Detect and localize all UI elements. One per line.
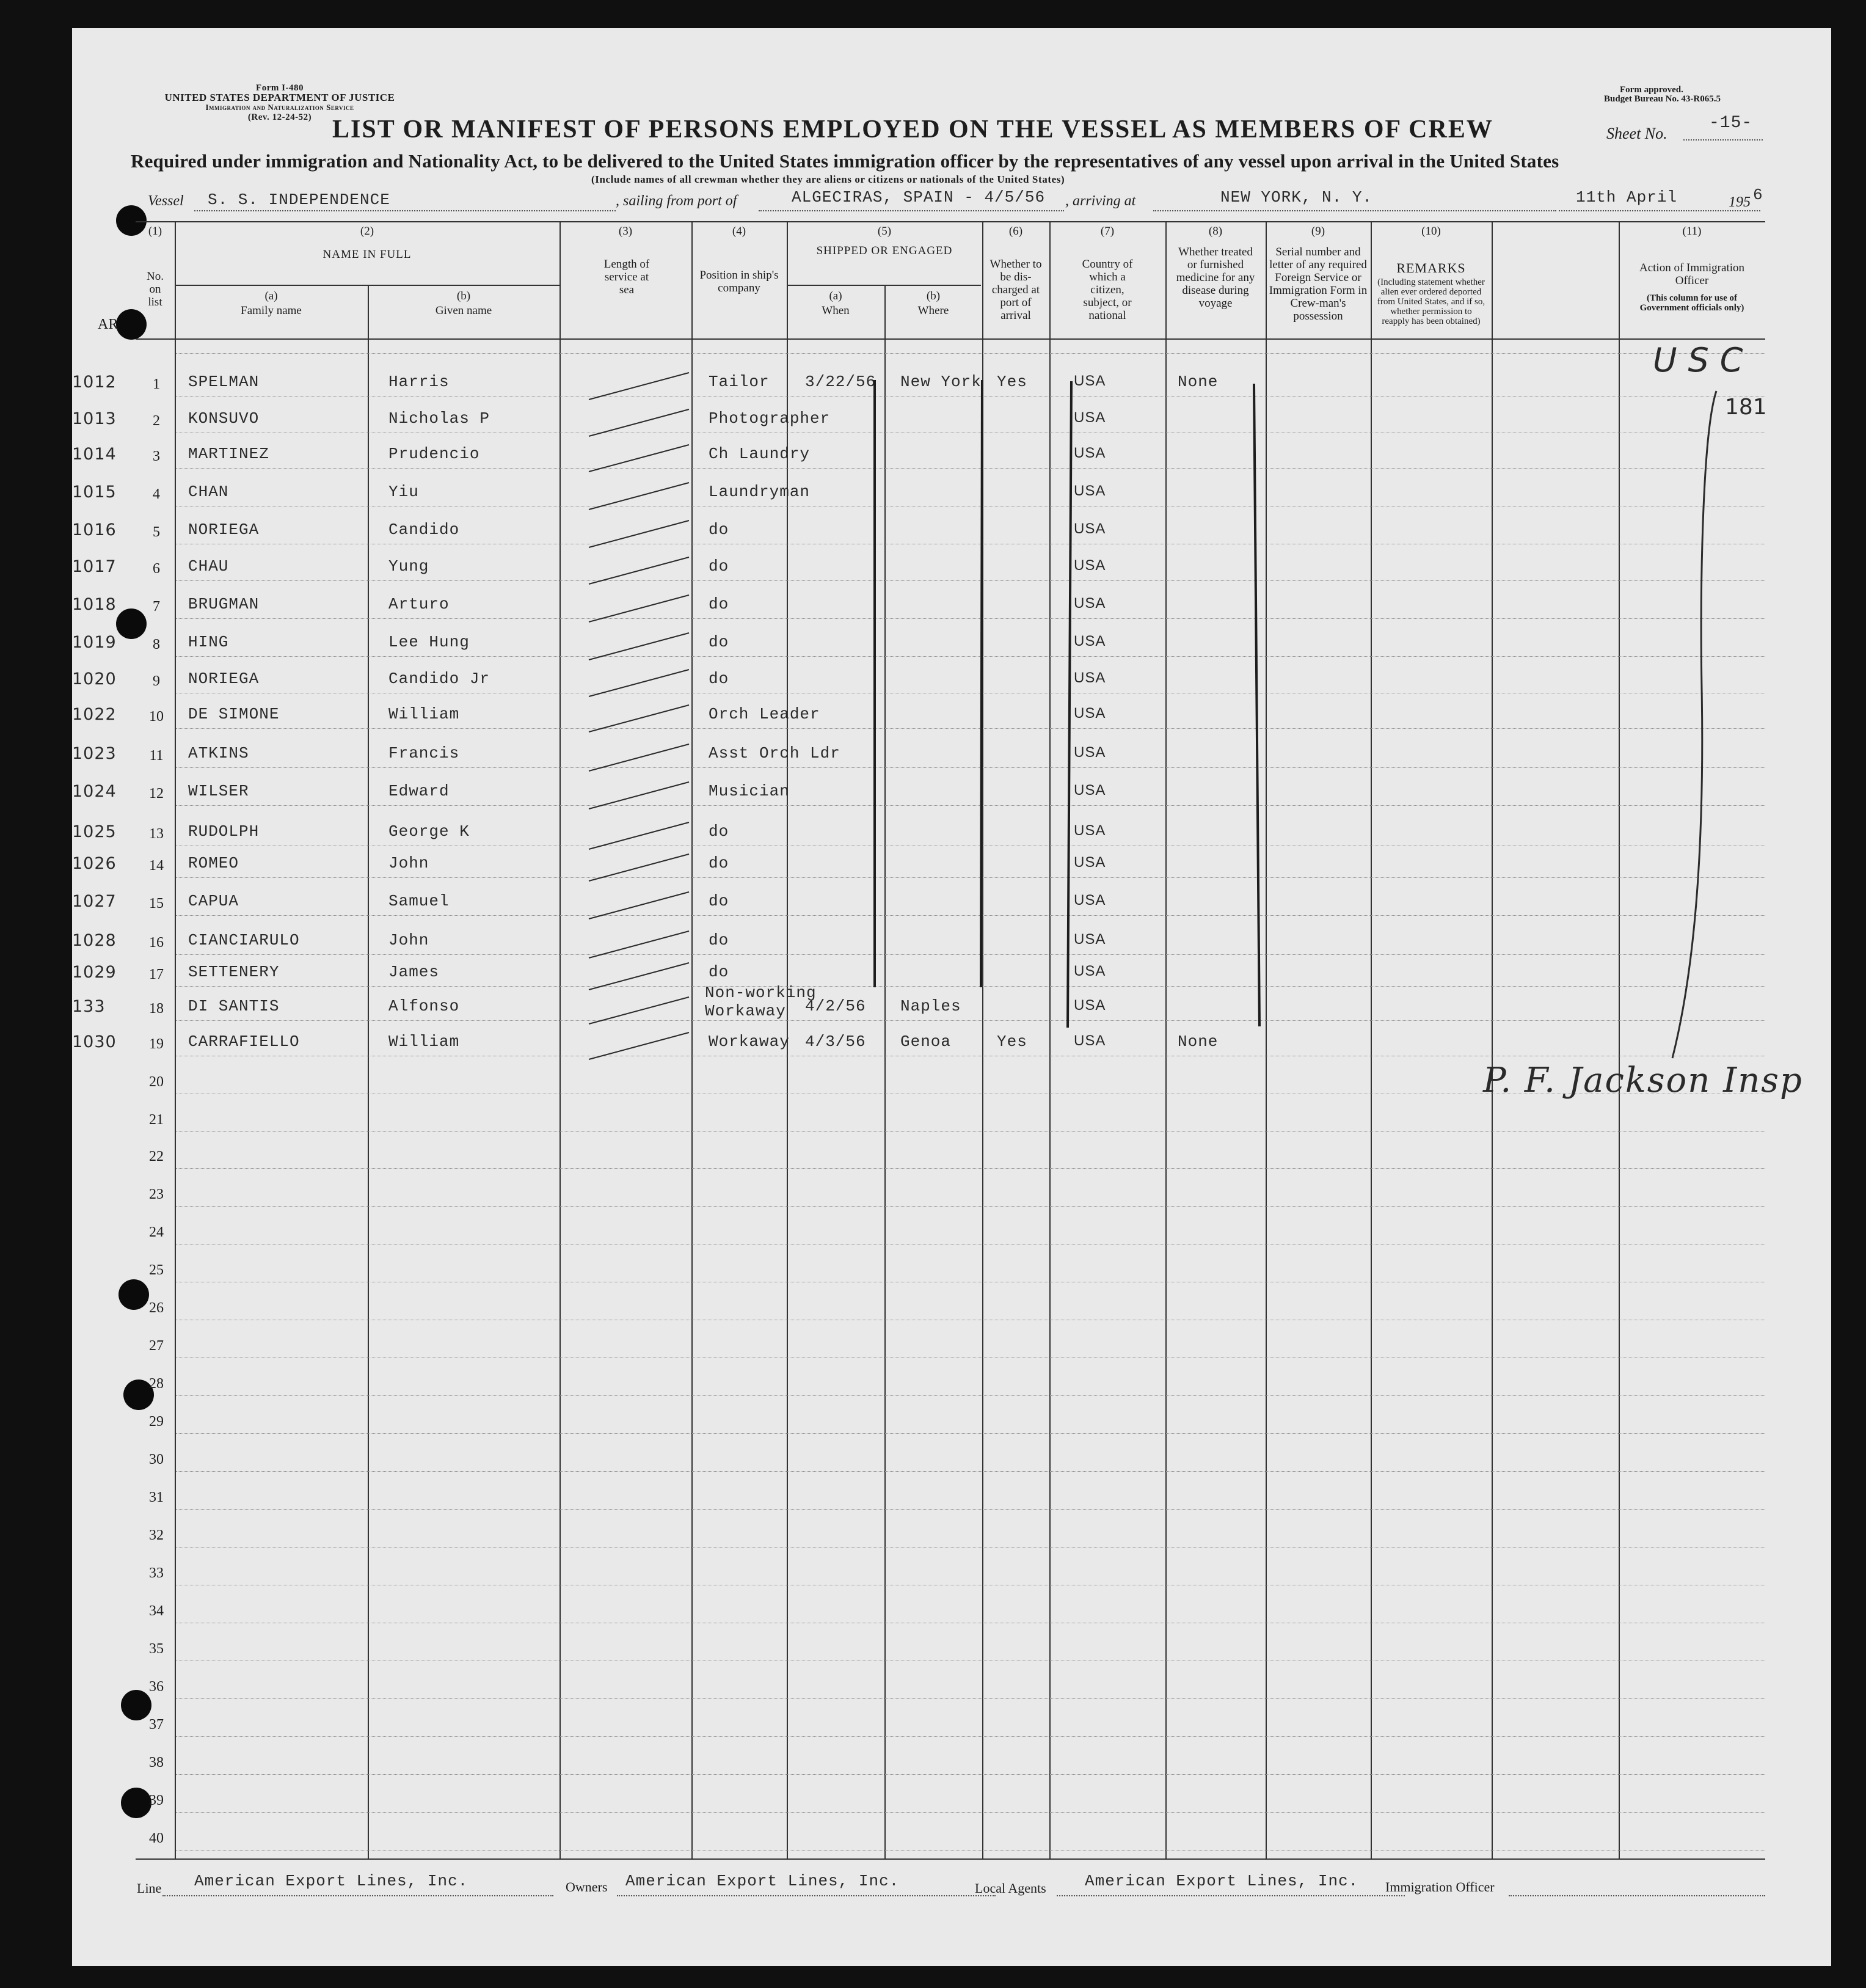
margin-id: 1026	[72, 854, 117, 873]
sailing-label: , sailing from port of	[616, 193, 737, 209]
country: USA	[1074, 963, 1106, 979]
given-name: Edward	[388, 782, 450, 800]
ditto-line-medicine	[1254, 384, 1259, 1026]
col2a-header: Family name	[241, 304, 302, 317]
position: do	[709, 595, 729, 613]
col11-detail: (This column for use of Government officials only)	[1639, 293, 1744, 313]
col7-number: (7)	[1100, 225, 1115, 238]
ditto-line-where	[981, 380, 982, 987]
position: Non-working	[705, 984, 817, 1002]
given-name: Yiu	[388, 483, 419, 501]
service-tick	[589, 931, 689, 958]
row-number: 1	[153, 376, 160, 392]
col9-number: (9)	[1311, 225, 1325, 238]
col5-number: (5)	[877, 225, 892, 238]
col1-number: (1)	[148, 225, 162, 238]
family-name: SPELMAN	[188, 373, 260, 391]
country: USA	[1074, 595, 1106, 612]
row-number: 25	[149, 1262, 164, 1278]
country: USA	[1074, 483, 1106, 499]
position: Workaway	[709, 1032, 790, 1051]
row-number: 40	[149, 1830, 164, 1846]
service-tick	[589, 854, 689, 881]
row-number: 36	[149, 1679, 164, 1695]
col2-number: (2)	[360, 225, 374, 238]
position: Ch Laundry	[709, 445, 811, 463]
given-name: Alfonso	[388, 997, 460, 1015]
given-name: John	[388, 854, 429, 872]
col4-number: (4)	[732, 225, 746, 238]
row-number: 15	[149, 896, 164, 912]
service-tick	[589, 782, 689, 809]
col2b-number: (b)	[456, 290, 471, 302]
position-line2: Workaway	[705, 1002, 786, 1020]
pen-marks	[72, 28, 1831, 1966]
row-number: 27	[149, 1338, 164, 1354]
position: do	[709, 931, 729, 949]
country: USA	[1074, 521, 1106, 537]
medicine: None	[1178, 1032, 1219, 1051]
row-number: 2	[153, 413, 160, 429]
row-number: 16	[149, 935, 164, 951]
given-name: Yung	[388, 557, 429, 576]
col10-detail: (Including statement whether alien ever ordered deported from United States, and if so, whether permission to reapply has been obtained)	[1377, 277, 1485, 326]
manifest-page	[72, 28, 1831, 1966]
row-number: 33	[149, 1565, 164, 1581]
row-number: 9	[153, 673, 160, 689]
service-tick	[589, 997, 689, 1024]
col11-number: (11)	[1682, 225, 1702, 238]
department: UNITED STATES DEPARTMENT OF JUSTICE	[164, 92, 395, 103]
margin-header: AR	[98, 316, 118, 332]
family-name: DI SANTIS	[188, 997, 280, 1015]
discharged: Yes	[997, 1032, 1027, 1051]
country: USA	[1074, 373, 1106, 389]
row-number: 23	[149, 1186, 164, 1202]
margin-id: 1019	[72, 633, 117, 652]
family-name: BRUGMAN	[188, 595, 260, 613]
given-name: Lee Hung	[388, 633, 470, 651]
col8-header: Whether treated or furnished medicine for any disease during voyage	[1176, 246, 1255, 310]
col10-number: (10)	[1421, 225, 1441, 238]
shipped-when: 3/22/56	[805, 373, 877, 391]
service-tick	[589, 595, 689, 622]
given-name: James	[388, 963, 440, 981]
country: USA	[1074, 705, 1106, 722]
form-number: Form I-480	[256, 83, 304, 93]
family-name: MARTINEZ	[188, 445, 269, 463]
revision: (Rev. 12-24-52)	[247, 112, 312, 122]
given-name: Francis	[388, 744, 460, 762]
service-tick	[589, 557, 689, 584]
shipped-when: 4/3/56	[805, 1032, 866, 1051]
row-number: 35	[149, 1641, 164, 1657]
row-number: 3	[153, 448, 160, 464]
position: do	[709, 521, 729, 539]
page-title: LIST OR MANIFEST OF PERSONS EMPLOYED ON THE VESSEL AS MEMBERS OF CREW	[332, 115, 1493, 144]
service-tick	[589, 373, 689, 400]
position: Asst Orch Ldr	[709, 744, 840, 762]
position: Musician	[709, 782, 790, 800]
service-length-ticks	[589, 373, 689, 1059]
col11-header: Action of Immigration Officer	[1639, 261, 1745, 287]
col3-header: Length of service at sea	[603, 258, 650, 296]
budget-bureau: Budget Bureau No. 43-R065.5	[1604, 94, 1721, 104]
arriving-at: NEW YORK, N. Y.	[1220, 188, 1373, 206]
officer-action: USC	[1653, 341, 1754, 379]
owners-value: American Export Lines, Inc.	[625, 1872, 900, 1890]
row-number: 22	[149, 1149, 164, 1164]
row-number: 6	[153, 561, 160, 577]
row-number: 20	[149, 1074, 164, 1090]
position: do	[709, 854, 729, 872]
col5b-number: (b)	[926, 290, 941, 302]
col9-header: Serial number and letter of any required Foreign Service or Immigration Form in Crew-man's possession	[1269, 246, 1368, 323]
given-name: Candido	[388, 521, 460, 539]
given-name: Prudencio	[388, 445, 480, 463]
officer-label: Immigration Officer	[1385, 1879, 1495, 1895]
row-number: 24	[149, 1224, 164, 1240]
service-tick	[589, 705, 689, 732]
margin-id: 1025	[72, 822, 117, 841]
family-name: ROMEO	[188, 854, 239, 872]
service-tick	[589, 963, 689, 990]
given-name: Nicholas P	[388, 409, 490, 428]
position: do	[709, 557, 729, 576]
agents-value: American Export Lines, Inc.	[1085, 1872, 1359, 1890]
family-name: DE SIMONE	[188, 705, 280, 723]
position: Orch Leader	[709, 705, 820, 723]
row-number: 26	[149, 1300, 164, 1316]
col7-header: Country of which a citizen, subject, or national	[1082, 258, 1133, 322]
position: do	[709, 822, 729, 841]
family-name: SETTENERY	[188, 963, 280, 981]
owners-field-line	[617, 1895, 996, 1896]
country: USA	[1074, 445, 1106, 461]
row-number: 7	[153, 599, 160, 615]
row-number: 21	[149, 1112, 164, 1128]
family-name: CHAU	[188, 557, 229, 576]
col6-number: (6)	[1008, 225, 1023, 238]
given-name: Samuel	[388, 892, 450, 910]
row-number: 11	[149, 748, 164, 764]
family-name: HING	[188, 633, 229, 651]
margin-id: 1012	[72, 373, 117, 392]
row-number: 32	[149, 1527, 164, 1543]
discharged: Yes	[997, 373, 1027, 391]
col10-header: REMARKS	[1396, 260, 1466, 276]
country: USA	[1074, 892, 1106, 908]
col5-header: SHIPPED OR ENGAGED	[816, 244, 953, 257]
row-number: 37	[149, 1717, 164, 1733]
col2b-header: Given name	[435, 304, 492, 317]
row-number: 14	[149, 858, 164, 874]
country: USA	[1074, 409, 1106, 426]
page-note: (Include names of all crewman whether they are aliens or citizens or nationals of the United States)	[591, 174, 1065, 185]
country: USA	[1074, 997, 1106, 1014]
family-name: CAPUA	[188, 892, 239, 910]
year-suffix: 6	[1753, 186, 1763, 204]
country: USA	[1074, 854, 1106, 871]
row-number: 29	[149, 1414, 164, 1430]
family-name: KONSUVO	[188, 409, 260, 428]
line-value: American Export Lines, Inc.	[194, 1872, 468, 1890]
ditto-lines	[875, 380, 1259, 1028]
family-name: RUDOLPH	[188, 822, 260, 841]
col4-header: Position in ship's company	[699, 269, 779, 294]
agents-label: Local Agents	[975, 1880, 1046, 1896]
officer-bracket	[1672, 391, 1716, 1058]
position: do	[709, 892, 729, 910]
margin-id: 1013	[72, 409, 117, 428]
line-field-line	[162, 1895, 553, 1896]
country: USA	[1074, 782, 1106, 798]
col1-label: No. on list	[147, 270, 164, 309]
country: USA	[1074, 744, 1106, 761]
owners-label: Owners	[566, 1879, 608, 1895]
sheet-number: -15-	[1709, 114, 1753, 133]
row-number: 8	[153, 637, 160, 652]
margin-id: 1015	[72, 483, 117, 502]
officer-field-line	[1509, 1895, 1765, 1896]
position: do	[709, 670, 729, 688]
position: do	[709, 633, 729, 651]
service-tick	[589, 633, 689, 660]
service-tick	[589, 409, 689, 436]
row-number: 28	[149, 1376, 164, 1392]
col5b-header: Where	[917, 304, 949, 317]
given-name: Candido Jr	[388, 670, 490, 688]
col5a-number: (a)	[829, 290, 842, 302]
margin-id: 1022	[72, 705, 117, 724]
col3-number: (3)	[618, 225, 633, 238]
country: USA	[1074, 670, 1106, 686]
col2a-number: (a)	[264, 290, 278, 302]
agents-field-line	[1057, 1895, 1405, 1896]
given-name: William	[388, 1032, 460, 1051]
family-name: NORIEGA	[188, 670, 260, 688]
family-name: CARRAFIELLO	[188, 1032, 300, 1051]
medicine: None	[1178, 373, 1219, 391]
arrival-date: 11th April	[1576, 188, 1678, 206]
family-name: CIANCIARULO	[188, 931, 300, 949]
shipped-where: Naples	[900, 997, 961, 1015]
row-number: 39	[149, 1792, 164, 1808]
vessel-name: S. S. INDEPENDENCE	[208, 191, 390, 209]
line-label: Line	[137, 1880, 162, 1896]
margin-id: 1024	[72, 782, 117, 801]
given-name: John	[388, 931, 429, 949]
margin-id: 1017	[72, 557, 117, 576]
service-tick	[589, 483, 689, 510]
service-tick	[589, 670, 689, 696]
col5a-header: When	[822, 304, 850, 317]
col8-number: (8)	[1208, 225, 1223, 238]
country: USA	[1074, 931, 1106, 948]
service-tick	[589, 521, 689, 547]
year-prefix: 195	[1729, 194, 1751, 210]
row-number: 31	[149, 1489, 164, 1505]
family-name: ATKINS	[188, 744, 249, 762]
row-number: 18	[149, 1001, 164, 1017]
family-name: NORIEGA	[188, 521, 260, 539]
position: Tailor	[709, 373, 770, 391]
row-number: 5	[153, 524, 160, 540]
shipped-where: Genoa	[900, 1032, 952, 1051]
row-number: 30	[149, 1452, 164, 1467]
service-tick	[589, 445, 689, 472]
vessel-label: Vessel	[148, 193, 184, 209]
margin-id: 1030	[72, 1032, 117, 1051]
margin-id: 1027	[72, 892, 117, 911]
service-tick	[589, 822, 689, 849]
given-name: Harris	[388, 373, 450, 391]
given-name: William	[388, 705, 460, 723]
sailing-from: ALGECIRAS, SPAIN - 4/5/56	[792, 188, 1046, 206]
country: USA	[1074, 1032, 1106, 1049]
officer-count: 181	[1725, 395, 1767, 420]
service: Immigration and Naturalization Service	[205, 103, 354, 112]
shipped-when: 4/2/56	[805, 997, 866, 1015]
row-number: 4	[153, 486, 160, 502]
margin-id: 1023	[72, 744, 117, 763]
margin-id: 1016	[72, 521, 117, 539]
row-number: 17	[149, 967, 164, 982]
shipped-where: New York	[900, 373, 982, 391]
arriving-label: , arriving at	[1065, 193, 1136, 209]
service-tick	[589, 1032, 689, 1059]
margin-id: 133	[72, 997, 106, 1016]
family-name: CHAN	[188, 483, 229, 501]
row-number: 10	[149, 709, 164, 725]
col2-header: NAME IN FULL	[323, 248, 412, 261]
margin-id: 1020	[72, 670, 117, 689]
row-number: 38	[149, 1755, 164, 1771]
position: Laundryman	[709, 483, 811, 501]
position: Photographer	[709, 409, 831, 428]
margin-id: 1018	[72, 595, 117, 614]
form-approved: Form approved.	[1620, 85, 1683, 95]
row-number: 34	[149, 1603, 164, 1619]
margin-id: 1014	[72, 445, 117, 464]
position: do	[709, 963, 729, 981]
row-number: 12	[149, 786, 164, 802]
row-number: 13	[149, 826, 164, 842]
family-name: WILSER	[188, 782, 249, 800]
margin-id: 1028	[72, 931, 117, 950]
service-tick	[589, 744, 689, 771]
service-tick	[589, 892, 689, 919]
col6-header: Whether to be dis-charged at port of arrival	[989, 258, 1042, 322]
given-name: George K	[388, 822, 470, 841]
officer-signature: P. F. Jackson Insp	[1483, 1061, 1803, 1100]
margin-id: 1029	[72, 963, 117, 982]
given-name: Arturo	[388, 595, 450, 613]
country: USA	[1074, 822, 1106, 839]
country: USA	[1074, 557, 1106, 574]
row-number: 19	[149, 1036, 164, 1052]
country: USA	[1074, 633, 1106, 649]
ditto-line-discharged	[1068, 381, 1071, 1028]
page-subtitle: Required under immigration and Nationality Act, to be delivered to the United States immigration officer by the representatives of any vessel upon arrival in the United States	[131, 150, 1559, 172]
sheet-label: Sheet No.	[1606, 125, 1667, 142]
officer-ditto-line	[1672, 391, 1716, 1058]
